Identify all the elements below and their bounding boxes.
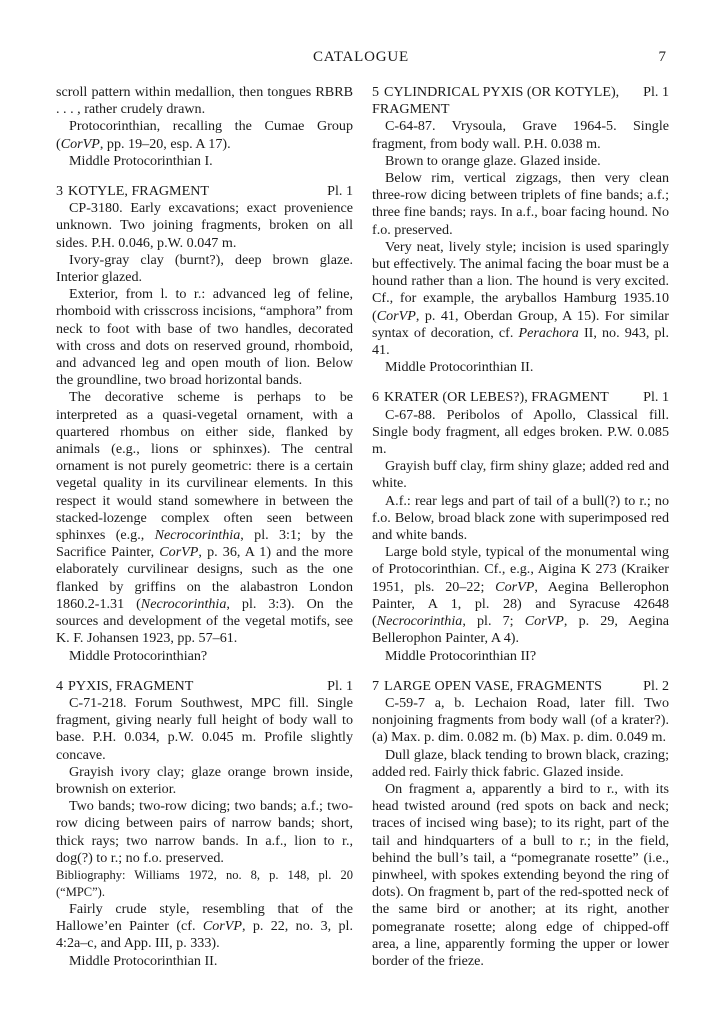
page-number: 7: [658, 49, 666, 65]
plate-reference: Pl. 1: [643, 389, 669, 406]
entry-number: 5: [372, 84, 380, 100]
necrocorinthia-reference: Necrocorinthia: [154, 527, 241, 544]
page-header: [0, 49, 722, 69]
entry-title: KOTYLE, FRAGMENT: [68, 183, 209, 200]
entry-fabric: Grayish buff clay, firm shiny glaze; added red and white.: [372, 458, 669, 492]
entry-heading: [372, 678, 669, 695]
catalogue-entry-5: [372, 84, 669, 376]
necrocorinthia-reference: Necrocorinthia: [376, 613, 463, 630]
entry-title: LARGE OPEN VASE, FRAGMENTS: [384, 677, 603, 694]
entry-date: Middle Protocorinthian II.: [385, 359, 534, 376]
entry-discussion: The decorative scheme is perhaps to be interpreted as a quasi-vegetal ornament, with a quartered rhombus on either side, flanked by animals (e.g., lions or sphinxes). The central ornament is not purely geometric: there is a certain vegetal quality in its curvilinear elements. In this respect it would stand somewhere in between the stacked-lozenge complex often seen between sphinxes (e.g., Necrocorinthia, pl. 3:1; by the Sacrifice Painter, CorVP, p. 36, A 1) and the more elaborately curvilinear designs, such as the one flanked by griffins on the alabastron London 1860.2-1.31 (Necrocorinthia, pl. 3:3). On the sources and development of the vegetal motifs, see K. F. Johansen 1923, pp. 57–61.: [56, 389, 353, 647]
running-title: CATALOGUE: [313, 49, 409, 65]
continuation-style-note: Protocorinthian, recalling the Cumae Group (CorVP, pp. 19–20, esp. A 17).: [56, 118, 353, 152]
perachora-reference: Perachora: [518, 324, 579, 341]
left-column: [56, 84, 353, 970]
continuation-date: Middle Protocorinthian I.: [69, 152, 213, 169]
corvp-reference: CorVP: [495, 578, 535, 595]
entry-inventory: CP-3180. Early excavations; exact provenience unknown. Two joining fragments, broken on all sides. P.H. 0.046, p.W. 0.047 m.: [56, 200, 353, 251]
corvp-reference: CorVP: [376, 307, 416, 324]
entry-fabric: Grayish ivory clay; glaze orange brown inside, brownish on exterior.: [56, 763, 353, 797]
entry-number: 6: [372, 389, 380, 406]
entry-title: PYXIS, FRAGMENT: [68, 677, 194, 694]
entry-date: Middle Protocorinthian II?: [385, 647, 537, 664]
catalogue-entry-4: [56, 678, 353, 970]
entry-inventory: C-64-87. Vrysoula, Grave 1964-5. Single fragment, from body wall. P.H. 0.038 m.: [372, 118, 669, 152]
entry-number: 4: [56, 677, 64, 694]
corvp-reference: CorVP: [202, 918, 242, 935]
entry-inventory: C-67-88. Peribolos of Apollo, Classical fill. Single body fragment, all edges broken. P.W. 0.085 m.: [372, 406, 669, 458]
continuation-text: scroll pattern within medallion, then tongues RBRB . . . , rather crudely drawn.: [56, 84, 353, 118]
entry-style: Fairly crude style, resembling that of the Hallowe’en Painter (cf. CorVP, p. 22, no. 3, pl. 4:2a–c, and App. III, p. 333).: [56, 900, 353, 952]
catalogue-entry-7: [372, 678, 669, 970]
entry-number: 7: [372, 677, 380, 694]
entry-bibliography: Bibliography: Williams 1972, no. 8, p. 148, pl. 20 (“MPC”).: [56, 867, 353, 899]
right-column: [372, 84, 669, 970]
necrocorinthia-reference: Necrocorinthia: [140, 595, 227, 612]
entry-decoration: A.f.: rear legs and part of tail of a bull(?) to r.; no f.o. Below, broad black zone with superimposed red and white bands.: [372, 492, 669, 544]
corvp-reference: CorVP: [159, 544, 199, 561]
entry-heading: [372, 389, 669, 406]
entry-title: CYLINDRICAL PYXIS (OR KOTYLE), FRAGMENT: [372, 84, 620, 118]
entry-inventory: C-71-218. Forum Southwest, MPC fill. Single fragment, giving nearly full height of body wall to base. P.H. 0.034, p.W. 0.045 m. Profile slightly concave.: [56, 694, 353, 763]
entry-fabric: Brown to orange glaze. Glazed inside.: [385, 152, 601, 169]
plate-reference: Pl. 1: [327, 677, 353, 694]
entry-decoration: Below rim, vertical zigzags, then very clean three-row dicing between triplets of fine bands; a.f.; three fine bands; rays. In a.f., boar facing hound. No f.o. preserved.: [372, 170, 669, 238]
entry-fabric: Dull glaze, black tending to brown black, crazing; added red. Fairly thick fabric. Glazed inside.: [372, 746, 669, 780]
entry-heading: [372, 84, 669, 118]
entry-style: Large bold style, typical of the monumental wing of Protocorinthian. Cf., e.g., Aigina K 273 (Kraiker 1951, pls. 20–22; CorVP, Aegina Bellerophon Painter, A 1, pl. 28) and Syracuse 42648 (Necrocorinthia, pl. 7; CorVP, p. 29, Aegina Bellerophon Painter, A 4).: [372, 544, 669, 647]
entry-date: Middle Protocorinthian?: [69, 647, 208, 664]
entry-heading: [56, 183, 353, 200]
entry-date: Middle Protocorinthian II.: [69, 952, 218, 969]
entry-title: KRATER (OR LEBES?), FRAGMENT: [384, 389, 609, 406]
catalogue-entry-3: [56, 183, 353, 665]
entry-fabric: Ivory-gray clay (burnt?), deep brown glaze. Interior glazed.: [56, 251, 353, 286]
entry-exterior: Exterior, from l. to r.: advanced leg of feline, rhomboid with crisscross incisions, “amphora” from neck to foot with base of two handles, decorated with cross and dots on reserved ground, rhomboid, and advanced leg and open mouth of lion. Below the groundline, two broad horizontal bands.: [56, 286, 353, 389]
plate-reference: Pl. 2: [643, 677, 669, 694]
entry-decoration: Two bands; two-row dicing; two bands; a.f.; two-row dicing between pairs of narrow bands; short, thick rays; two narrow bands. In a.f., lion to r., dog(?) to r.; no f.o. preserved.: [56, 798, 353, 866]
catalogue-entry-6: [372, 389, 669, 664]
corvp-reference: CorVP: [524, 613, 564, 630]
plate-reference: Pl. 1: [327, 183, 353, 200]
plate-reference: Pl. 1: [643, 84, 669, 100]
entry-style: Very neat, lively style; incision is used sparingly but effectively. The animal facing the boar must be a hound rather than a lion. The hound is very excited. Cf., for example, the aryballos Hamburg 1935.10 (CorVP, p. 41, Oberdan Group, A 15). For similar syntax of decoration, cf. Perachora II, no. 943, pl. 41.: [372, 238, 669, 359]
entry-inventory: C-59-7 a, b. Lechaion Road, later fill. Two nonjoining fragments from body wall (of a krater?). (a) Max. p. dim. 0.082 m. (b) Max. p. dim. 0.049 m.: [372, 694, 669, 746]
entry-decoration: On fragment a, apparently a bird to r., with its head twisted around (red spots on back and neck; traces of incised wing base); to its right, part of the tail and hindquarters of a bull to r.; in the field, behind the bull’s tail, a “pomegranate rosette” (i.e., pinwheel, with spokes extending beyond the ring of dots). On fragment b, part of the red-spotted neck of the same bird or another; at its right, another pomegranate rosette; along edge of chipped-off area, a line, apparently forming the upper or lower border of the frieze.: [372, 780, 669, 969]
corvp-reference: CorVP: [60, 135, 100, 152]
entry-number: 3: [56, 183, 64, 200]
entry-heading: [56, 678, 353, 695]
